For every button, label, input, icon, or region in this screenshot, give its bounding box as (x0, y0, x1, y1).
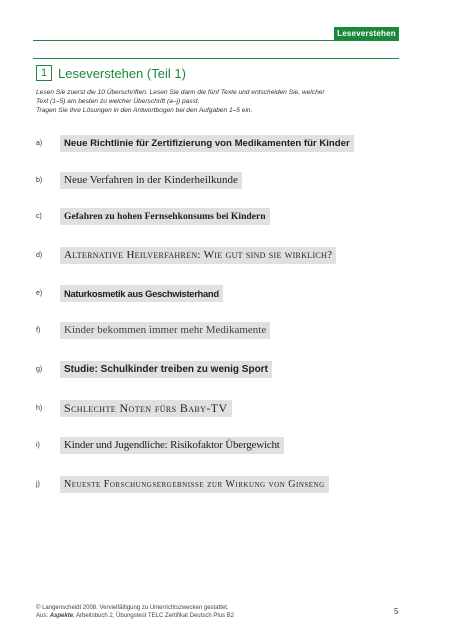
exercise-heading (36, 65, 186, 81)
headline-text: Kinder und Jugendliche: Risikofaktor Übergewicht (60, 437, 284, 454)
headline-letter: f) (36, 327, 41, 334)
headline-letter: h) (36, 405, 43, 412)
page-title: Leseverstehen (Teil 1) (58, 65, 186, 81)
headline-letter: g) (36, 366, 43, 373)
book-title: Aspekte (49, 613, 74, 619)
headline-item-i (36, 437, 284, 454)
headline-text: Gefahren zu hohen Fernsehkonsums bei Kindern (60, 208, 270, 225)
headline-letter: i) (36, 442, 40, 449)
instructions (36, 88, 401, 115)
headline-item-b (36, 172, 242, 189)
headline-letter: e) (36, 290, 43, 297)
headline-letter: a) (36, 140, 43, 147)
headline-text: Naturkosmetik aus Geschwisterhand (60, 285, 223, 302)
headline-item-g (36, 361, 272, 378)
headline-letter: j) (36, 481, 40, 488)
headline-text: Studie: Schulkinder treiben zu wenig Sport (60, 361, 272, 378)
headline-text: Schlechte Noten fürs Baby-TV (60, 400, 232, 417)
headline-text: Kinder bekommen immer mehr Medikamente (60, 322, 270, 339)
headline-letter: b) (36, 177, 43, 184)
headline-item-c (36, 208, 270, 225)
instruction-line: Lesen Sie zuerst die 10 Überschriften. Lesen Sie dann die fünf Texte und entscheiden Sie, welcher (36, 89, 325, 96)
headline-text: Neueste Forschungsergebnisse zur Wirkung von Ginseng (60, 476, 329, 493)
title-rule (33, 58, 399, 59)
source-prefix: Aus: (36, 613, 50, 619)
source-rest: , Arbeitsbuch 2, Übungstest TELC Zertifikat Deutsch Plus B2 (73, 613, 234, 619)
source-line (36, 612, 234, 620)
top-rule (33, 40, 399, 41)
headline-item-a (36, 135, 354, 152)
footer (36, 604, 234, 620)
copyright-line: © Langenscheidt 2008. Vervielfältigung zu Unterrichtszwecken gestattet. (36, 605, 229, 611)
headline-text: Alternative Heilverfahren: Wie gut sind sie wirklich? (60, 247, 336, 264)
headline-text: Neue Verfahren in der Kinderheilkunde (60, 172, 242, 189)
page-number: 5 (394, 607, 399, 616)
headline-letter: d) (36, 252, 43, 259)
headline-item-f (36, 322, 270, 339)
headline-letter: c) (36, 213, 42, 220)
headline-item-h (36, 400, 232, 417)
exercise-number: 1 (36, 65, 52, 81)
section-tab: Leseverstehen (334, 27, 399, 40)
headline-item-d (36, 247, 336, 264)
instruction-line: Text (1–5) am besten zu welcher Überschrift (a–j) passt. (36, 98, 200, 105)
headline-item-e (36, 285, 223, 302)
headline-item-j (36, 476, 329, 493)
headline-text: Neue Richtlinie für Zertifizierung von Medikamenten für Kinder (60, 135, 354, 152)
instruction-line: Tragen Sie Ihre Lösungen in den Antwortbogen bei den Aufgaben 1–5 ein. (36, 107, 253, 114)
